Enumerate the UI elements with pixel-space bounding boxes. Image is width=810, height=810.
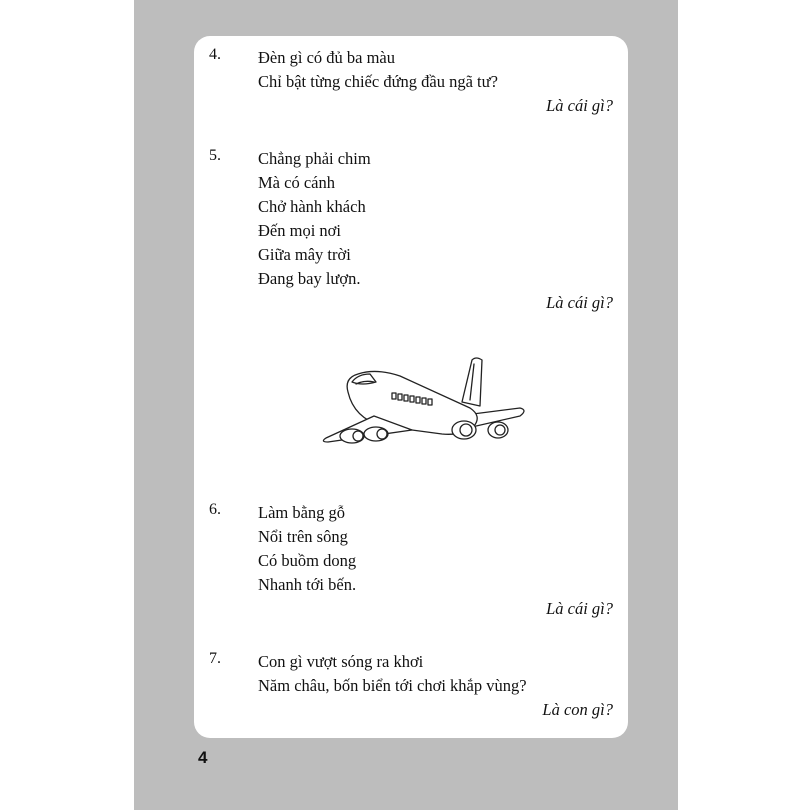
riddle-line: Đèn gì có đủ ba màu: [258, 48, 396, 67]
engine-intake: [353, 431, 363, 441]
riddle-line: Chở hành khách: [258, 197, 366, 216]
riddle-line: Nhanh tới bến.: [258, 575, 357, 594]
engine-intake: [377, 429, 387, 439]
riddle-number: 4.: [209, 46, 221, 63]
riddle-line: Giữa mây trời: [258, 245, 351, 264]
riddle-5: [209, 147, 613, 317]
riddle-answer: Là cái gì?: [546, 293, 613, 312]
riddle-6: [209, 501, 613, 623]
riddle-lines: [258, 650, 527, 698]
riddle-answer: Là cái gì?: [546, 599, 613, 618]
riddle-answer: Là cái gì?: [546, 96, 613, 115]
airplane-icon: [314, 350, 558, 454]
riddle-7: [209, 650, 613, 724]
window: [398, 394, 402, 400]
engine-intake: [495, 425, 505, 435]
window: [404, 395, 408, 401]
riddle-line: Chẳng phải chim: [258, 149, 371, 168]
window: [416, 397, 420, 403]
riddle-answer: Là con gì?: [542, 700, 613, 719]
riddle-number: 7.: [209, 650, 221, 667]
riddle-line: Nổi trên sông: [258, 527, 348, 546]
window: [410, 396, 414, 402]
window: [428, 399, 432, 405]
riddle-line: Chỉ bật từng chiếc đứng đầu ngã tư?: [258, 72, 498, 91]
riddle-lines: [258, 147, 371, 291]
riddle-number: 5.: [209, 147, 221, 164]
riddle-line: Làm bằng gỗ: [258, 503, 346, 522]
riddle-line: Năm châu, bốn biển tới chơi khắp vùng?: [258, 676, 527, 695]
riddle-line: Đến mọi nơi: [258, 221, 341, 240]
riddle-line: Mà có cánh: [258, 173, 335, 192]
riddle-line: Con gì vượt sóng ra khơi: [258, 652, 424, 671]
page-number: 4: [198, 748, 208, 767]
window: [422, 398, 426, 404]
riddle-lines: [258, 46, 498, 94]
window: [392, 393, 396, 399]
riddle-4: [209, 46, 613, 122]
engine-intake: [460, 424, 472, 436]
riddle-line: Có buồm dong: [258, 551, 357, 570]
riddle-line: Đang bay lượn.: [258, 269, 361, 288]
riddle-lines: [258, 501, 356, 597]
riddle-number: 6.: [209, 501, 221, 518]
